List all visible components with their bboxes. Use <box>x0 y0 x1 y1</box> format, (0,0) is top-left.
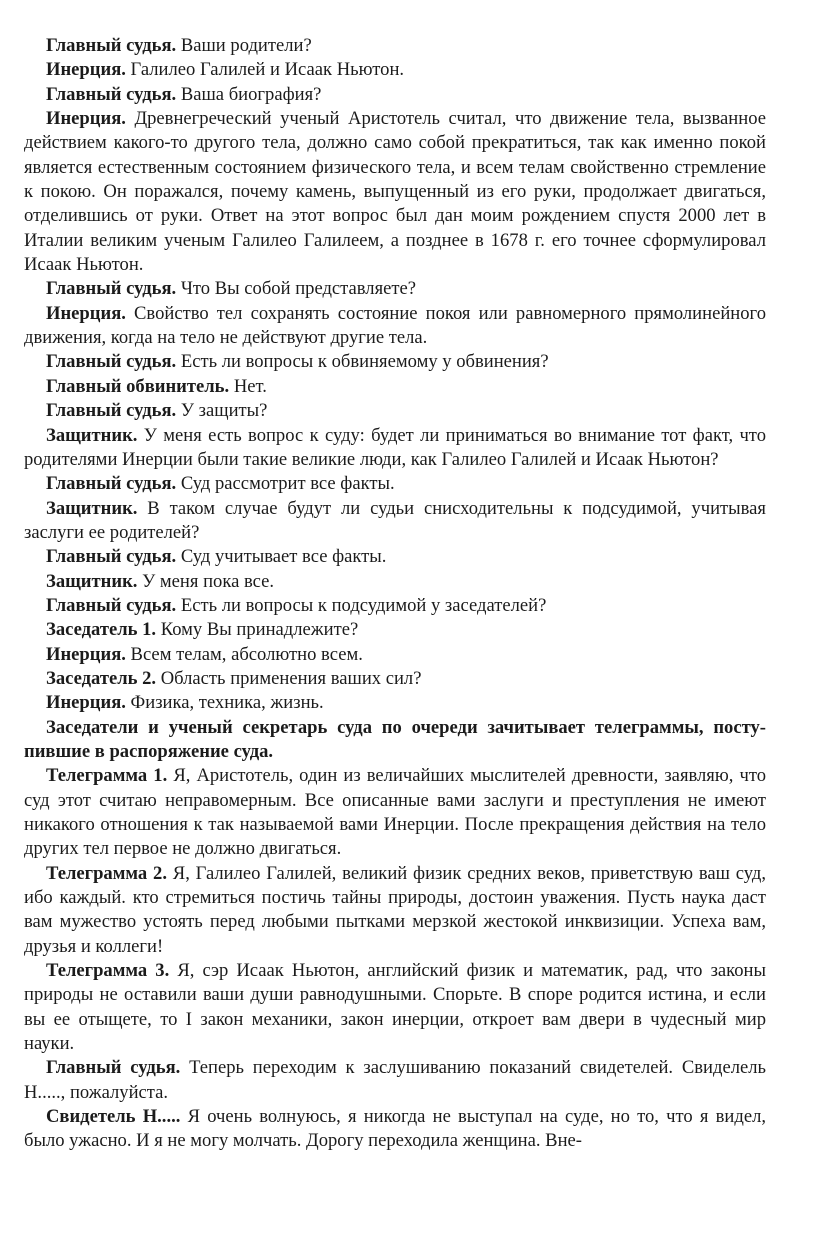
paragraph-15 <box>24 594 766 618</box>
paragraph-text: Древнегреческий ученый Аристотель считал, что движение тела, вызванное действием какого-то другого тела, должно само собой прекратиться, так как именно покой является естественным состоянием физического тела, и всем телам свойственно стремление к покою. Он поражался, почему камень, выпущенный из его руки, продолжает двигаться, отделившись от руки. Ответ на этот вопрос был дан моим рождением спустя 2000 лет в Италии великим ученым Галилео Галилеем, а позднее в 1678 г. его точнее сформулировал Исаак Ньютон. <box>24 108 766 276</box>
speaker-label: Инерция. <box>46 108 126 130</box>
speaker-label: Телеграмма 2. <box>46 862 167 884</box>
paragraph-text: Ваши родители? <box>176 35 312 56</box>
paragraph-text: Есть ли вопросы к обвиняемому у обвинения? <box>176 351 549 373</box>
paragraph-14 <box>24 570 766 594</box>
paragraph-24 <box>24 1056 766 1105</box>
speaker-label: Главный судья. <box>46 83 177 105</box>
paragraph-text: Физика, техника, жизнь. <box>125 692 324 714</box>
speaker-label: Заседатель 2. <box>46 667 157 689</box>
paragraph-text: Я, сэр Исаак Ньютон, английский физик и математик, рад, что законы природы не оставили ваши души равнодушными. Спорьте. В споре родится истина, и если вы ее отыщете, то I закон механики, закон инерции, откроет вам двери в чудесный мир науки. <box>24 960 766 1055</box>
paragraph-16 <box>24 618 766 642</box>
speaker-label: Инерция. <box>46 59 126 81</box>
speaker-label: Главный судья. <box>46 351 177 373</box>
paragraph-text: Я, Аристотель, один из величайших мыслителей древности, заявляю, что суд этот считаю неправомерным. Все описанные вами заслуги и преступления не имеют никакого отношения к так называемой вами Инерции. После прекращения действия на тело других тел первое не должно двигаться. <box>24 765 767 860</box>
speaker-label: Главный судья. <box>46 278 177 300</box>
paragraph-text: Нет. <box>229 375 267 397</box>
speaker-label: Главный судья. <box>46 400 177 422</box>
paragraph-text: Я, Галилео Галилей, великий физик средних веков, приветствую ваш суд, ибо каждый. кто стремиться постичь тайны природы, достоин уважения. Пусть наука даст вам мужество устоять перед любыми пытками мерзкой жестокой инквизиции. Успеха вам, друзья и коллеги! <box>24 862 766 957</box>
paragraph-7 <box>24 350 766 374</box>
paragraph-9 <box>24 399 766 423</box>
paragraph-text: Галилео Галилей и Исаак Ньютон. <box>125 59 405 81</box>
paragraph-18 <box>24 667 766 691</box>
paragraph-3 <box>24 83 766 107</box>
speaker-label: Свидетель Н..... <box>46 1106 181 1128</box>
paragraph-text: Есть ли вопросы к подсудимой у заседателей? <box>176 594 547 616</box>
speaker-label: Защитник. <box>46 497 138 519</box>
paragraph-text: Суд рассмотрит все факты. <box>176 473 395 495</box>
paragraph-8 <box>24 375 766 399</box>
paragraph-6 <box>24 302 766 351</box>
speaker-label: Телеграмма 1. <box>46 765 168 787</box>
speaker-label: Инерция. <box>46 692 126 714</box>
stage-direction <box>24 716 766 765</box>
speaker-label: Главный судья. <box>46 594 177 616</box>
paragraph-text: Всем телам, абсолютно всем. <box>125 643 363 665</box>
paragraph-12 <box>24 497 766 546</box>
paragraph-text: Область применения ваших сил? <box>156 667 422 689</box>
paragraph-text: Кому Вы принадлежите? <box>156 619 359 641</box>
paragraph-1 <box>24 34 766 58</box>
paragraph-text: Что Вы собой представляете? <box>176 278 417 300</box>
paragraph-10 <box>24 424 766 473</box>
paragraph-11 <box>24 472 766 496</box>
paragraph-text: У защиты? <box>176 400 268 422</box>
paragraph-19 <box>24 691 766 715</box>
paragraph-text: Суд учитывает все факты. <box>176 546 387 568</box>
paragraph-17 <box>24 643 766 667</box>
paragraph-5 <box>24 277 766 301</box>
speaker-label: Главный обвинитель. <box>46 375 230 397</box>
paragraph-text: У меня есть вопрос к суду: будет ли приниматься во внимание тот факт, что родителями Инерции были такие великие люди, как Галилео Галилей и Исаак Ньютон? <box>24 424 766 470</box>
speaker-label: Главный судья. <box>46 35 177 56</box>
paragraph-text: Я очень волнуюсь, я никогда не выступал на суде, но то, что я видел, было ужасно. И я не могу молчать. Дорогу переходила женщина. Вне- <box>24 1106 766 1152</box>
speaker-label: Защитник. <box>46 570 138 592</box>
paragraph-text: Ваша биография? <box>176 83 322 105</box>
paragraph-text: У меня пока все. <box>137 570 275 592</box>
paragraph-22 <box>24 862 766 959</box>
speaker-label: Инерция. <box>46 302 126 324</box>
speaker-label: Защитник. <box>46 424 138 446</box>
speaker-label: Главный судья. <box>46 1057 181 1079</box>
speaker-label: Главный судья. <box>46 473 177 495</box>
speaker-label: Инерция. <box>46 643 126 665</box>
paragraph-21 <box>24 764 766 861</box>
paragraph-4 <box>24 107 766 277</box>
paragraph-13 <box>24 545 766 569</box>
stage-direction-text: Заседатели и ученый секретарь суда по очереди зачитывает телеграммы, поступившие в распоряжение суда. <box>24 716 766 762</box>
paragraph-2 <box>24 58 766 82</box>
paragraph-text: В таком случае будут ли судьи снисходительны к подсудимой, учитывая заслуги ее родителей? <box>24 497 766 543</box>
speaker-label: Главный судья. <box>46 546 177 568</box>
paragraph-text: Свойство тел сохранять состояние покоя или равномерного прямолинейного движения, когда на тело не действуют другие тела. <box>24 302 766 349</box>
speaker-label: Телеграмма 3. <box>46 960 170 982</box>
paragraph-25 <box>24 1105 766 1154</box>
paragraph-23 <box>24 959 766 1056</box>
paragraph-text: Теперь переходим к заслушиванию показаний свидетелей. Свиделель Н....., пожалуйста. <box>24 1057 766 1103</box>
speaker-label: Заседатель 1. <box>46 619 157 641</box>
